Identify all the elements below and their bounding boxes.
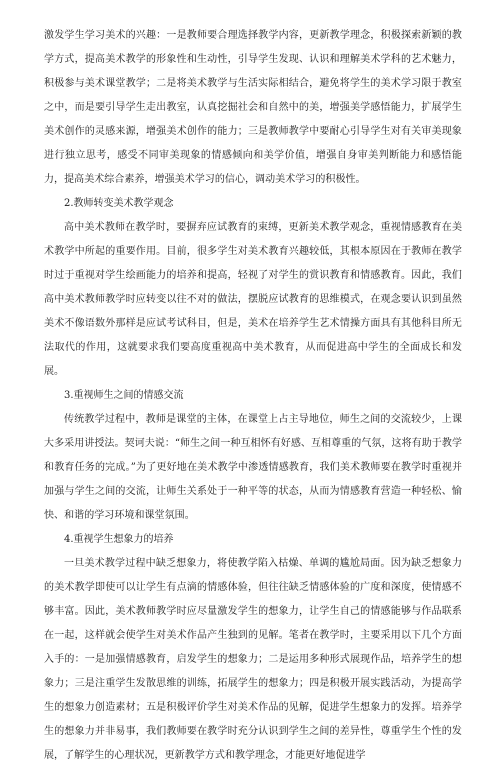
section-4-paragraph: 一旦美术教学过程中缺乏想象力，将使教学陷入枯燥、单调的尴尬局面。因为缺乏想象力的美术教学即使可以让学生有点滴的情感体验，但往往缺乏情感体验的广度和深度，使情感不够丰富。因此，美术教师教学时应尽量激发学生的想象力，让学生自己的情感能够与作品联系在一起，这样就会使学生对美术作品产生独到的见解。笔者在教学时，主要采用以下几个方面入手的：一是加强情感教育，启发学生的想象力；二是运用多种形式展现作品，培养学生的想象力；三是注重学生发散思维的训练，拓展学生的想象力；四是积极开展实践活动，为提高学生的想象力创造素材；五是积极评价学生对美术作品的见解，促进学生想象力的发挥。培养学生的想象力并非易事，我们教师要在教学时充分认识到学生之间的差异性，尊重学生个性的发展，了解学生的心理状况，更新教学方式和教学理念，才能更好地促进学 xyxy=(44,558,462,761)
section-2-paragraph: 高中美术教师在教学时，要摒弃应试教育的束缚，更新美术教学观念，重视情感教育在美术教学中所起的重要作用。目前，很多学生对美术教育兴趣较低，其根本原因在于教师在教学时过于重视对学生绘画能力的培养和提高，轻视了对学生的赏识教育和情感教育。因此，我们高中美术教师教学时应转变以往不对的做法，摆脱应试教育的思维模式，在观念要认识到虽然美术不像语数外那样是应试考试科目，但是，美术在培养学生艺术情操方面具有其他科目所无法取代的作用，这就要求我们要高度重视高中美术教育，从而促进高中学生的全面成长和发展。 xyxy=(44,222,462,377)
section-heading-4: 4.重视学生想象力的培养 xyxy=(64,534,174,545)
section-heading-3: 3.重视师生之间的情感交流 xyxy=(64,390,184,401)
intro-paragraph: 激发学生学习美术的兴趣：一是教师要合理选择教学内容，更新教学理念，积极探索新颖的教学方式，提高美术教学的形象性和生动性，引导学生发现、认识和理解美术学科的艺术魅力，积极参与美术课堂教学；二是将美术教学与生活实际相结合，避免将学生的美术学习限于教室之中，而是要引导学生走出教室，认真挖掘社会和自然中的美，增强美学感悟能力，扩展学生美术创作的灵感来源，增强美术创作的能力；三是教师教学中要耐心引导学生对有关审美现象进行独立思考，感受不同审美现象的情感倾向和美学价值，增强自身审美判断能力和感悟能力，提高美术综合素养，增强美术学习的信心，调动美术学习的积极性。 xyxy=(44,30,462,185)
section-3-paragraph: 传统教学过程中，教师是课堂的主体，在课堂上占主导地位，师生之间的交流较少，上课大多采用讲授法。契诃夫说：“师生之间一种互相怀有好感、互相尊重的气氛，这将有助于教学和教育任务的完成。”为了更好地在美术教学中渗透情感教育，我们美术教师要在教学时重视并加强与学生之间的交流，让师生关系处于一种平等的状态，从而为情感教育营造一种轻松、愉快、和谐的学习环境和课堂氛围。 xyxy=(44,414,462,521)
document-page xyxy=(44,24,462,768)
section-heading-2: 2.教师转变美术教学观念 xyxy=(64,198,174,209)
